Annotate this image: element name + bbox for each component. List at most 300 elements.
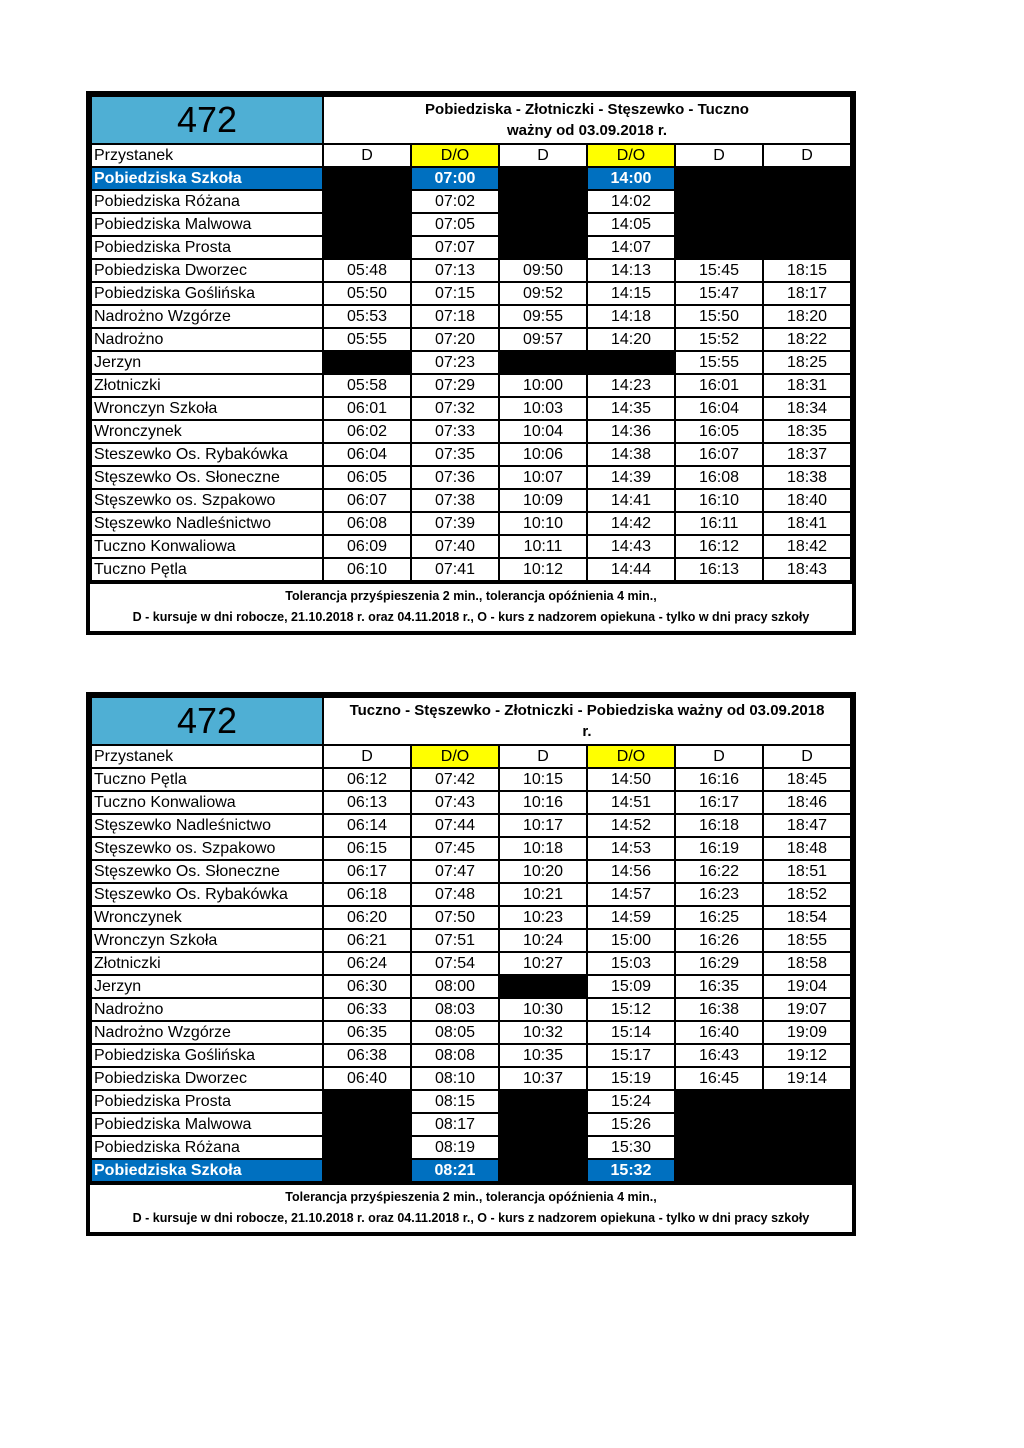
departure-time: 10:04 [499, 420, 587, 443]
departure-time: 19:12 [763, 1044, 851, 1067]
departure-time: 09:55 [499, 305, 587, 328]
departure-time: 14:18 [587, 305, 675, 328]
no-service-cell [763, 213, 851, 236]
departure-time: 15:17 [587, 1044, 675, 1067]
departure-time: 18:41 [763, 512, 851, 535]
no-service-cell [323, 351, 411, 374]
stop-name: Stęszewko Os. Słoneczne [91, 466, 323, 489]
departure-time: 10:07 [499, 466, 587, 489]
departure-time: 07:42 [411, 768, 499, 791]
departure-time: 16:05 [675, 420, 763, 443]
departure-time: 16:38 [675, 998, 763, 1021]
timetable-return [86, 692, 856, 1236]
stop-row [91, 397, 851, 420]
no-service-cell [763, 1090, 851, 1113]
departure-time: 15:55 [675, 351, 763, 374]
run-column-header: D [323, 745, 411, 768]
no-service-cell [763, 190, 851, 213]
departure-time: 06:10 [323, 558, 411, 581]
note-legend: D - kursuje w dni robocze, 21.10.2018 r. oraz 04.11.2018 r., O - kurs z nadzorem opiekuna - tylko w dni pracy szkoły [132, 1211, 810, 1225]
stop-name: Jerzyn [91, 351, 323, 374]
timetable-grid [90, 95, 852, 582]
departure-time: 18:47 [763, 814, 851, 837]
no-service-cell [763, 167, 851, 190]
no-service-cell [323, 1159, 411, 1182]
departure-time: 06:17 [323, 860, 411, 883]
departure-time: 14:35 [587, 397, 675, 420]
departure-time: 14:20 [587, 328, 675, 351]
stop-row [91, 328, 851, 351]
departure-time: 10:11 [499, 535, 587, 558]
departure-time: 16:11 [675, 512, 763, 535]
departure-time: 10:23 [499, 906, 587, 929]
run-column-header: D [323, 144, 411, 167]
departure-time: 15:45 [675, 259, 763, 282]
departure-time: 07:38 [411, 489, 499, 512]
stop-name: Tuczno Konwaliowa [91, 791, 323, 814]
no-service-cell [323, 1113, 411, 1136]
stop-row [91, 1067, 851, 1090]
stop-row [91, 1021, 851, 1044]
departure-time: 07:18 [411, 305, 499, 328]
departure-time: 14:39 [587, 466, 675, 489]
stop-name: Tuczno Pętla [91, 768, 323, 791]
departure-time: 08:08 [411, 1044, 499, 1067]
departure-time: 07:51 [411, 929, 499, 952]
stop-row [91, 259, 851, 282]
stop-name: Pobiedziska Różana [91, 190, 323, 213]
stop-row [91, 489, 851, 512]
stop-name: Pobiedziska Szkoła [91, 1159, 323, 1182]
departure-time: 15:03 [587, 952, 675, 975]
no-service-cell [675, 213, 763, 236]
stop-row [91, 1159, 851, 1182]
departure-time: 10:10 [499, 512, 587, 535]
departure-time: 18:38 [763, 466, 851, 489]
departure-time: 18:34 [763, 397, 851, 420]
departure-time: 14:02 [587, 190, 675, 213]
stop-row [91, 466, 851, 489]
departure-time: 06:30 [323, 975, 411, 998]
departure-time: 15:50 [675, 305, 763, 328]
stop-row [91, 929, 851, 952]
departure-time: 09:57 [499, 328, 587, 351]
no-service-cell [499, 1090, 587, 1113]
departure-time: 10:24 [499, 929, 587, 952]
stop-name: Pobiedziska Różana [91, 1136, 323, 1159]
stop-name: Jerzyn [91, 975, 323, 998]
stop-name: Tuczno Pętla [91, 558, 323, 581]
departure-time: 08:21 [411, 1159, 499, 1182]
departure-time: 08:03 [411, 998, 499, 1021]
departure-time: 07:47 [411, 860, 499, 883]
departure-time: 10:15 [499, 768, 587, 791]
departure-time: 07:13 [411, 259, 499, 282]
no-service-cell [675, 1090, 763, 1113]
stop-row [91, 1136, 851, 1159]
stop-name: Nadrożno Wzgórze [91, 305, 323, 328]
no-service-cell [763, 236, 851, 259]
header-row [91, 697, 851, 745]
route-title [323, 96, 851, 144]
run-column-header: D [763, 144, 851, 167]
departure-time: 06:40 [323, 1067, 411, 1090]
no-service-cell [499, 190, 587, 213]
stop-row [91, 860, 851, 883]
departure-time: 07:40 [411, 535, 499, 558]
departure-time: 16:35 [675, 975, 763, 998]
departure-time: 18:20 [763, 305, 851, 328]
departure-time: 16:45 [675, 1067, 763, 1090]
departure-time: 18:42 [763, 535, 851, 558]
stop-name: Pobiedziska Prosta [91, 1090, 323, 1113]
departure-time: 07:20 [411, 328, 499, 351]
departure-time: 14:43 [587, 535, 675, 558]
run-column-header: D [499, 144, 587, 167]
departure-time: 14:57 [587, 883, 675, 906]
departure-time: 14:59 [587, 906, 675, 929]
departure-time: 06:33 [323, 998, 411, 1021]
departure-time: 08:19 [411, 1136, 499, 1159]
departure-time: 14:50 [587, 768, 675, 791]
stop-row [91, 535, 851, 558]
timetable-grid [90, 696, 852, 1183]
departure-time: 06:24 [323, 952, 411, 975]
departure-time: 14:36 [587, 420, 675, 443]
stop-row [91, 1090, 851, 1113]
departure-time: 14:41 [587, 489, 675, 512]
stop-name: Stęszewko Nadleśnictwo [91, 814, 323, 837]
stop-row [91, 1113, 851, 1136]
departure-time: 08:00 [411, 975, 499, 998]
departure-time: 14:23 [587, 374, 675, 397]
departure-time: 07:15 [411, 282, 499, 305]
departure-time: 14:15 [587, 282, 675, 305]
stop-row [91, 998, 851, 1021]
departure-time: 06:14 [323, 814, 411, 837]
departure-time: 07:45 [411, 837, 499, 860]
stop-name: Pobiedziska Dworzec [91, 1067, 323, 1090]
no-service-cell [763, 1113, 851, 1136]
departure-time: 16:23 [675, 883, 763, 906]
stop-column-header: Przystanek [91, 144, 323, 167]
departure-time: 07:54 [411, 952, 499, 975]
departure-time: 18:46 [763, 791, 851, 814]
departure-time: 10:37 [499, 1067, 587, 1090]
no-service-cell [675, 190, 763, 213]
departure-time: 14:52 [587, 814, 675, 837]
run-column-header: D/O [587, 144, 675, 167]
departure-time: 16:10 [675, 489, 763, 512]
departure-time: 15:47 [675, 282, 763, 305]
stop-name: Wronczyn Szkoła [91, 397, 323, 420]
stop-row [91, 1044, 851, 1067]
departure-time: 15:24 [587, 1090, 675, 1113]
departure-time: 15:09 [587, 975, 675, 998]
departure-time: 07:33 [411, 420, 499, 443]
departure-time: 16:19 [675, 837, 763, 860]
departure-time: 16:07 [675, 443, 763, 466]
departure-time: 16:40 [675, 1021, 763, 1044]
stop-name: Steszewko Os. Rybakówka [91, 443, 323, 466]
stop-row [91, 443, 851, 466]
stop-name: Stęszewko os. Szpakowo [91, 489, 323, 512]
no-service-cell [675, 1113, 763, 1136]
departure-time: 05:53 [323, 305, 411, 328]
stop-row [91, 837, 851, 860]
departure-time: 07:39 [411, 512, 499, 535]
stop-name: Stęszewko Os. Słoneczne [91, 860, 323, 883]
timetable-body [91, 96, 851, 581]
departure-time: 08:17 [411, 1113, 499, 1136]
stop-row [91, 374, 851, 397]
stop-name: Stęszewko Nadleśnictwo [91, 512, 323, 535]
departure-time: 15:32 [587, 1159, 675, 1182]
no-service-cell [499, 167, 587, 190]
departure-time: 06:18 [323, 883, 411, 906]
departure-time: 06:35 [323, 1021, 411, 1044]
stop-row [91, 814, 851, 837]
departure-time: 16:26 [675, 929, 763, 952]
no-service-cell [763, 1136, 851, 1159]
no-service-cell [499, 1113, 587, 1136]
stop-row [91, 558, 851, 581]
departure-time: 07:44 [411, 814, 499, 837]
stop-row [91, 791, 851, 814]
no-service-cell [675, 1136, 763, 1159]
no-service-cell [763, 1159, 851, 1182]
departure-time: 18:54 [763, 906, 851, 929]
stop-name: Pobiedziska Prosta [91, 236, 323, 259]
departure-time: 05:50 [323, 282, 411, 305]
stop-name: Stęszewko Os. Rybakówka [91, 883, 323, 906]
departure-time: 10:17 [499, 814, 587, 837]
departure-time: 16:17 [675, 791, 763, 814]
departure-time: 16:08 [675, 466, 763, 489]
stop-column-header: Przystanek [91, 745, 323, 768]
no-service-cell [323, 1090, 411, 1113]
departure-time: 19:04 [763, 975, 851, 998]
stop-row [91, 975, 851, 998]
run-column-header: D/O [587, 745, 675, 768]
departure-time: 06:12 [323, 768, 411, 791]
stop-row [91, 512, 851, 535]
departure-time: 14:53 [587, 837, 675, 860]
route-title-line: Tuczno - Stęszewko - Złotniczki - Pobiedziska ważny od 03.09.2018 [349, 702, 825, 719]
stop-row [91, 906, 851, 929]
departure-time: 15:30 [587, 1136, 675, 1159]
no-service-cell [499, 1136, 587, 1159]
departure-time: 14:51 [587, 791, 675, 814]
stop-row [91, 236, 851, 259]
departure-time: 18:35 [763, 420, 851, 443]
line-number: 472 [91, 697, 323, 745]
departure-time: 08:05 [411, 1021, 499, 1044]
no-service-cell [587, 351, 675, 374]
departure-time: 15:52 [675, 328, 763, 351]
departure-time: 10:18 [499, 837, 587, 860]
column-header-row [91, 745, 851, 768]
no-service-cell [499, 975, 587, 998]
no-service-cell [323, 190, 411, 213]
no-service-cell [499, 213, 587, 236]
departure-time: 15:14 [587, 1021, 675, 1044]
stop-row [91, 213, 851, 236]
stop-row [91, 883, 851, 906]
run-column-header: D/O [411, 144, 499, 167]
no-service-cell [323, 1136, 411, 1159]
departure-time: 07:07 [411, 236, 499, 259]
departure-time: 14:00 [587, 167, 675, 190]
departure-time: 06:05 [323, 466, 411, 489]
departure-time: 16:12 [675, 535, 763, 558]
departure-time: 18:52 [763, 883, 851, 906]
departure-time: 16:16 [675, 768, 763, 791]
departure-time: 14:13 [587, 259, 675, 282]
departure-time: 15:19 [587, 1067, 675, 1090]
departure-time: 18:22 [763, 328, 851, 351]
departure-time: 07:36 [411, 466, 499, 489]
stop-row [91, 167, 851, 190]
run-column-header: D [499, 745, 587, 768]
departure-time: 14:07 [587, 236, 675, 259]
route-validity-line: ważny od 03.09.2018 r. [506, 122, 668, 139]
stop-name: Stęszewko os. Szpakowo [91, 837, 323, 860]
line-number: 472 [91, 96, 323, 144]
departure-time: 18:45 [763, 768, 851, 791]
departure-time: 18:58 [763, 952, 851, 975]
departure-time: 06:01 [323, 397, 411, 420]
note-legend: D - kursuje w dni robocze, 21.10.2018 r. oraz 04.11.2018 r., O - kurs z nadzorem opiekuna - tylko w dni pracy szkoły [132, 610, 810, 624]
departure-time: 07:32 [411, 397, 499, 420]
departure-time: 06:21 [323, 929, 411, 952]
departure-time: 05:55 [323, 328, 411, 351]
departure-time: 10:16 [499, 791, 587, 814]
departure-time: 10:20 [499, 860, 587, 883]
no-service-cell [499, 351, 587, 374]
column-header-row [91, 144, 851, 167]
stop-name: Pobiedziska Goślińska [91, 1044, 323, 1067]
stop-name: Złotniczki [91, 374, 323, 397]
departure-time: 10:03 [499, 397, 587, 420]
stop-row [91, 768, 851, 791]
stop-row [91, 420, 851, 443]
stop-name: Pobiedziska Malwowa [91, 213, 323, 236]
stop-name: Nadrożno [91, 328, 323, 351]
departure-time: 05:58 [323, 374, 411, 397]
stop-name: Pobiedziska Szkoła [91, 167, 323, 190]
stop-row [91, 351, 851, 374]
no-service-cell [675, 236, 763, 259]
stop-name: Pobiedziska Dworzec [91, 259, 323, 282]
departure-time: 10:12 [499, 558, 587, 581]
departure-time: 06:09 [323, 535, 411, 558]
stop-row [91, 952, 851, 975]
stop-name: Wronczyn Szkoła [91, 929, 323, 952]
departure-time: 14:56 [587, 860, 675, 883]
note-tolerance: Tolerancja przyśpieszenia 2 min., tolerancja opóźnienia 4 min., [285, 1190, 657, 1204]
departure-time: 16:25 [675, 906, 763, 929]
no-service-cell [675, 1159, 763, 1182]
departure-time: 14:42 [587, 512, 675, 535]
departure-time: 10:32 [499, 1021, 587, 1044]
route-title [323, 697, 851, 745]
departure-time: 16:13 [675, 558, 763, 581]
stop-name: Pobiedziska Goślińska [91, 282, 323, 305]
timetable-note [90, 582, 852, 631]
departure-time: 15:26 [587, 1113, 675, 1136]
route-title-line: Pobiedziska - Złotniczki - Stęszewko - Tuczno [425, 101, 749, 118]
note-tolerance: Tolerancja przyśpieszenia 2 min., tolerancja opóźnienia 4 min., [285, 589, 657, 603]
departure-time: 06:15 [323, 837, 411, 860]
departure-time: 06:13 [323, 791, 411, 814]
run-column-header: D/O [411, 745, 499, 768]
timetable-outbound [86, 91, 856, 635]
departure-time: 06:04 [323, 443, 411, 466]
departure-time: 10:00 [499, 374, 587, 397]
departure-time: 19:14 [763, 1067, 851, 1090]
stop-name: Nadrożno Wzgórze [91, 1021, 323, 1044]
departure-time: 07:41 [411, 558, 499, 581]
stop-name: Wronczynek [91, 420, 323, 443]
run-column-header: D [675, 745, 763, 768]
departure-time: 07:02 [411, 190, 499, 213]
departure-time: 15:12 [587, 998, 675, 1021]
departure-time: 07:23 [411, 351, 499, 374]
header-row [91, 96, 851, 144]
departure-time: 19:07 [763, 998, 851, 1021]
stop-name: Nadrożno [91, 998, 323, 1021]
departure-time: 05:48 [323, 259, 411, 282]
departure-time: 16:01 [675, 374, 763, 397]
departure-time: 18:17 [763, 282, 851, 305]
departure-time: 18:40 [763, 489, 851, 512]
departure-time: 07:35 [411, 443, 499, 466]
stop-name: Pobiedziska Malwowa [91, 1113, 323, 1136]
departure-time: 15:00 [587, 929, 675, 952]
departure-time: 18:48 [763, 837, 851, 860]
stop-name: Wronczynek [91, 906, 323, 929]
stop-row [91, 190, 851, 213]
departure-time: 07:05 [411, 213, 499, 236]
departure-time: 09:52 [499, 282, 587, 305]
departure-time: 18:25 [763, 351, 851, 374]
departure-time: 10:21 [499, 883, 587, 906]
departure-time: 08:10 [411, 1067, 499, 1090]
departure-time: 06:02 [323, 420, 411, 443]
departure-time: 06:07 [323, 489, 411, 512]
departure-time: 16:29 [675, 952, 763, 975]
departure-time: 19:09 [763, 1021, 851, 1044]
no-service-cell [323, 236, 411, 259]
no-service-cell [499, 1159, 587, 1182]
departure-time: 06:38 [323, 1044, 411, 1067]
departure-time: 16:18 [675, 814, 763, 837]
run-column-header: D [675, 144, 763, 167]
departure-time: 14:38 [587, 443, 675, 466]
no-service-cell [323, 167, 411, 190]
stop-row [91, 282, 851, 305]
departure-time: 18:37 [763, 443, 851, 466]
departure-time: 16:04 [675, 397, 763, 420]
timetable-body [91, 697, 851, 1182]
departure-time: 07:00 [411, 167, 499, 190]
departure-time: 18:55 [763, 929, 851, 952]
departure-time: 18:51 [763, 860, 851, 883]
departure-time: 07:29 [411, 374, 499, 397]
departure-time: 06:08 [323, 512, 411, 535]
stop-name: Złotniczki [91, 952, 323, 975]
